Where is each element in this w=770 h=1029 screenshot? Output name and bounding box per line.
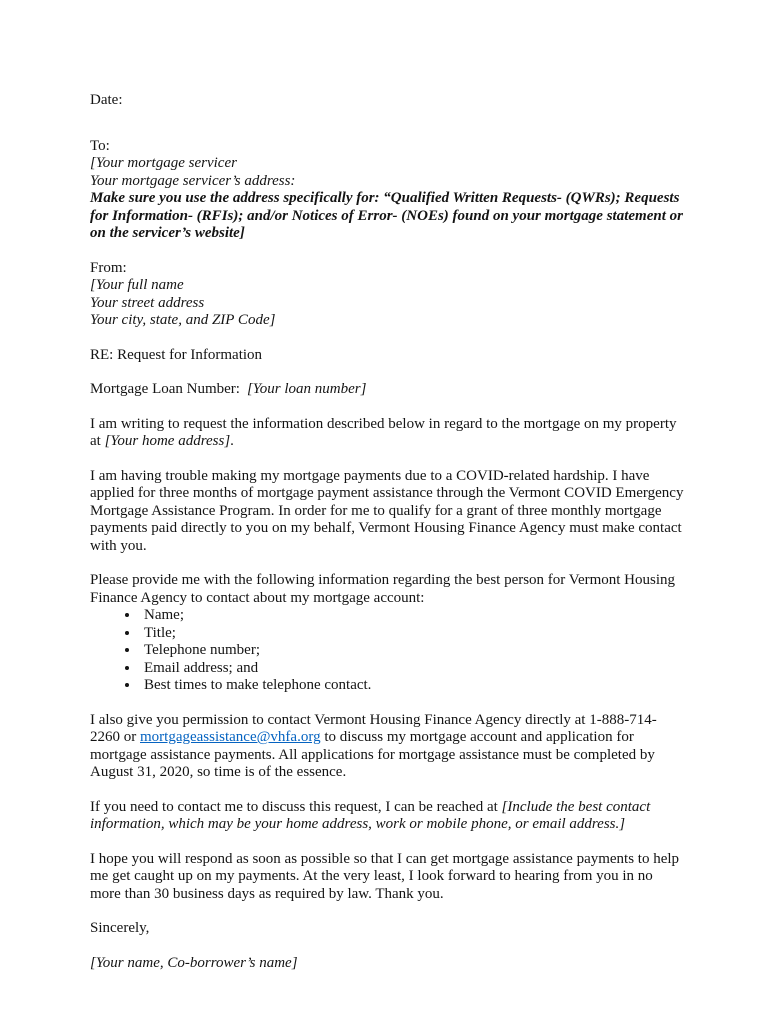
date-line: Date: [90,92,123,108]
hardship-paragraph: I am having trouble making my mortgage payments due to a COVID-related hardship. I have applied for three months of mortgage payment assistance through the Vermont COVID Emergency Mortgage Assistance Program. In order for me to qualify for a grant of three monthly mortgage payments paid directly to you on my behalf, Vermont Housing Finance Agency must make contact with you. [90,467,684,554]
request-paragraph: Please provide me with the following information regarding the best person for Vermont Housing Finance Agency to contact about my mortgage account: [90,572,676,606]
contact-info-list [90,607,685,695]
loan-number-line [90,381,685,399]
subject-line: RE: Request for Information [90,346,263,363]
address-instruction: Make sure you use the address specifically for: “Qualified Written Requests- (QWRs); Requests for Information- (RFIs); and/or Notices of Error- (NOEs) found on your mortgage statement or on the servicer’s website] [90,190,683,241]
from-block [90,260,685,330]
hope-paragraph: I hope you will respond as soon as possible so that I can get mortgage assistance payments to help me get caught up on my payments. At the very least, I look forward to hearing from you in no more than 30 business days as required by law. Thank you. [90,850,680,902]
reach-paragraph [90,799,685,834]
servicer-address-placeholder: Your mortgage servicer’s address: [90,172,296,189]
permission-text-after: to discuss my mortgage account and application for mortgage assistance payments. All applications for mortgage assistance must be completed by August 31, 2020, so time is of the essence. [90,729,655,780]
list-item-best-times: • Best times to make telephone contact. [140,677,685,695]
email-link[interactable]: mortgageassistance@vhfa.org [140,729,321,745]
from-name-placeholder: [Your full name [90,277,184,293]
from-label: From: [90,259,127,276]
list-item-email: • Email address; and [140,660,685,678]
list-item-name: • Name; [140,607,685,625]
permission-paragraph [90,712,685,782]
intro-suffix: . [230,433,234,449]
intro-text: I am writing to request the information described below in regard to the mortgage on my property at [90,415,677,449]
best-contact-placeholder: [Include the best contact information, which may be your home address, work or mobile phone, or email address.] [90,798,651,832]
from-city-placeholder: Your city, state, and ZIP Code] [90,312,276,328]
servicer-name-placeholder: [Your mortgage servicer [90,155,237,171]
from-street-placeholder: Your street address [90,294,205,311]
loan-number-label: Mortgage Loan Number: [90,381,240,397]
intro-paragraph [90,416,685,451]
reach-text: If you need to contact me to discuss this request, I can be reached at [90,798,502,815]
to-label: To: [90,137,110,154]
signature-placeholder: [Your name, Co-borrower’s name] [90,954,298,971]
list-item-telephone: • Telephone number; [140,642,685,660]
closing-line: Sincerely, [90,920,150,936]
permission-text-before: I also give you permission to contact Vermont Housing Finance Agency directly at 1-888-714-2260 or [90,711,657,745]
list-item-title: • Title; [140,625,685,643]
loan-number-placeholder: [Your loan number] [246,381,367,397]
home-address-placeholder: [Your home address] [104,433,231,449]
to-block [90,138,685,243]
